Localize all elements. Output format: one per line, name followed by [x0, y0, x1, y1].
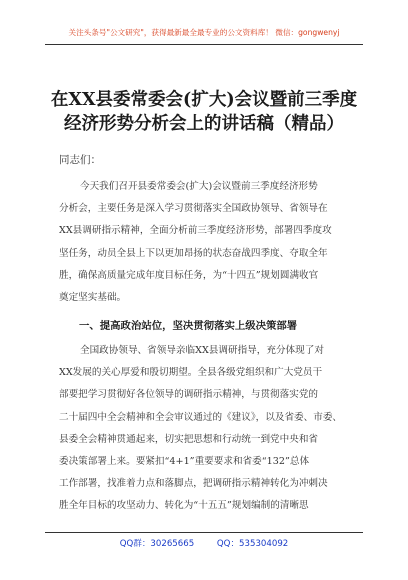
paragraph-section-1: [59, 340, 359, 518]
text-line: 部要把学习贯彻好各位领导的调研指示精神，与贯彻落实党的: [59, 389, 319, 401]
qq-group-number: QQ群：30265665: [119, 539, 195, 549]
header-divider: [45, 44, 363, 45]
footer-contacts: [0, 537, 408, 549]
title-line-2: 经济形势分析会上的讲话稿（精品）: [64, 114, 344, 134]
text-line: 胜，确保高质量完成年度目标任务，为“十四五”规划圆满收官: [59, 269, 319, 281]
footer-divider: [45, 532, 363, 533]
salutation: 同志们：: [59, 154, 101, 166]
text-line: 胜全年目标的攻坚动力、转化为“十五五”规划编制的清晰思: [59, 500, 309, 512]
text-line: 全国政协领导、省领导亲临XX县调研指导，充分体现了对: [80, 345, 324, 356]
text-line: 分析会，主要任务是深入学习贯彻落实全国政协领导、省领导在: [59, 203, 328, 215]
text-line: 奠定坚实基础。: [59, 292, 127, 304]
text-line: XX县调研指示精神，全面分析前三季度经济形势，部署四季度攻: [59, 225, 332, 237]
text-line: 二十届四中全会精神和全会审议通过的《建议》，以及省委、市委、: [59, 411, 343, 423]
text-line: 工作部署，找准着力点和落脚点，把调研指示精神转化为冲刺决: [59, 478, 328, 490]
title-line-1: 在XX县委常委会(扩大)会议暨前三季度: [50, 90, 358, 110]
qq-number: QQ：535304092: [216, 539, 289, 549]
header-banner: 关注头条号"公文研究"，获得最新最全最专业的公文资料库！ 微信：gongwenyj: [68, 28, 340, 37]
text-line: 委决策部署上来。要紧扣“4+1”重要要求和省委“132”总体: [59, 456, 310, 468]
text-line: 今天我们召开县委常委会(扩大)会议暨前三季度经济形势: [80, 181, 318, 192]
document-title: [0, 88, 408, 136]
text-line: 坚任务，动员全县上下以更加昂扬的状态奋战四季度、夺取全年: [59, 247, 328, 259]
paragraph-opening: [59, 176, 359, 309]
section-heading-1: 一、提高政治站位，坚决贯彻落实上级决策部署: [79, 320, 298, 332]
text-line: XX发展的关心厚爱和殷切期望。全县各级党组织和广大党员干: [59, 367, 323, 379]
text-line: 县委全会精神贯通起来，切实把思想和行动统一到党中央和省: [59, 433, 319, 445]
